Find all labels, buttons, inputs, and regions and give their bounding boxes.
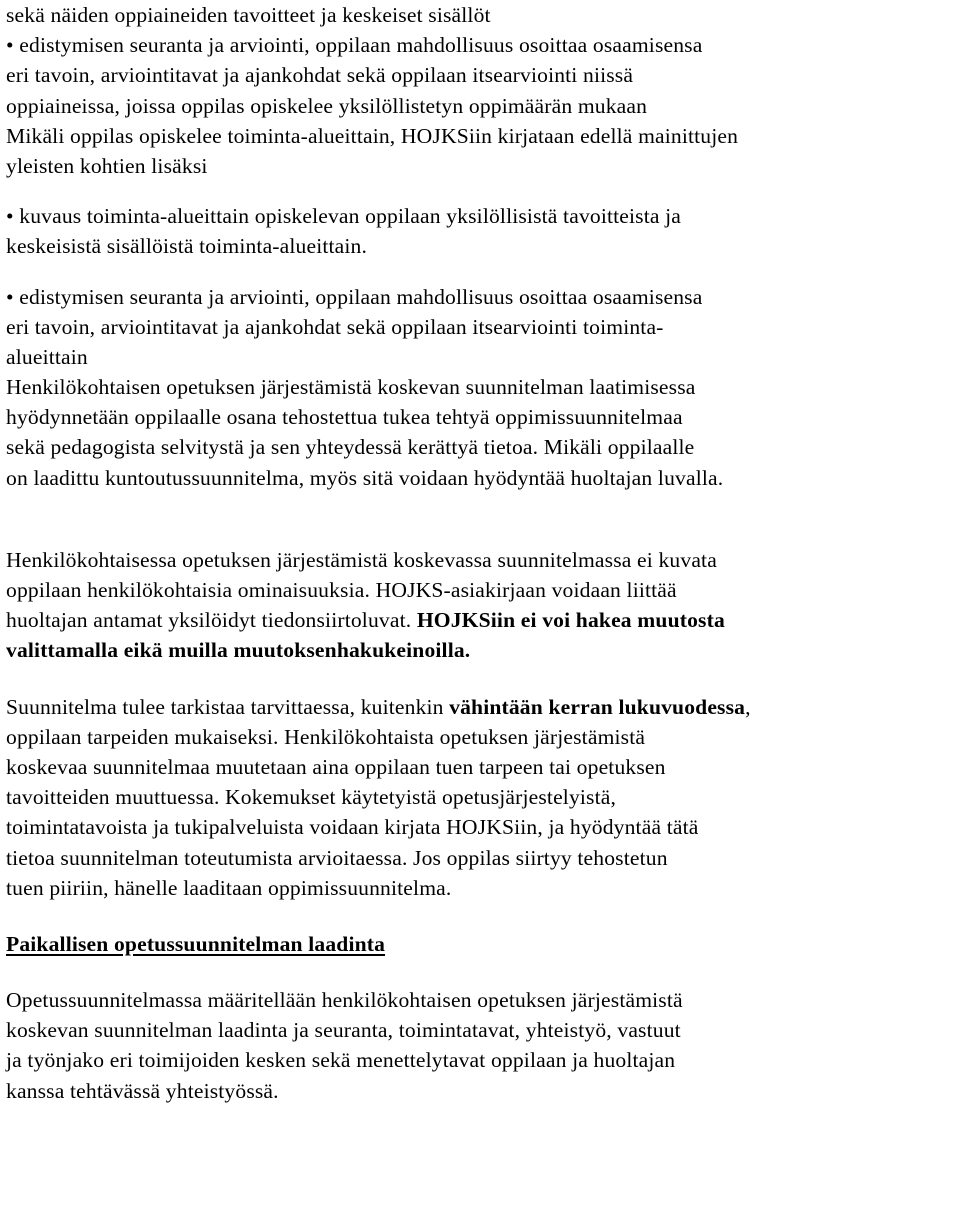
text-run: huoltajan antamat yksilöidyt tiedonsiirtoluvat. — [6, 608, 417, 633]
paragraph-1 — [6, 0, 956, 181]
text-line: sekä pedagogista selvitystä ja sen yhteydessä kerättyä tietoa. Mikäli oppilaalle — [6, 435, 695, 460]
text-line: Henkilökohtaisen opetuksen järjestämistä koskevan suunnitelman laatimisessa — [6, 375, 696, 400]
spacer — [6, 493, 956, 545]
spacer — [6, 262, 956, 282]
spacer — [6, 181, 956, 201]
text-line: hyödynnetään oppilaalle osana tehostettua tukea tehtyä oppimissuunnitelmaa — [6, 405, 683, 430]
text-line: Mikäli oppilas opiskelee toiminta-alueittain, HOJKSiin kirjataan edellä mainittujen — [6, 123, 739, 148]
spacer — [6, 903, 956, 929]
spacer — [6, 666, 956, 692]
text-line: oppilaan tarpeiden mukaiseksi. Henkilökohtaista opetuksen järjestämistä — [6, 724, 646, 749]
text-line: Opetussuunnitelmassa määritellään henkilökohtaisen opetuksen järjestämistä — [6, 988, 683, 1013]
text-line: alueittain — [6, 344, 88, 369]
text-line: sekä näiden oppiaineiden tavoitteet ja keskeiset sisällöt — [6, 3, 491, 27]
text-line: tietoa suunnitelman toteutumista arvioitaessa. Jos oppilas siirtyy tehostetun — [6, 845, 668, 870]
paragraph-4 — [6, 545, 956, 666]
bold-text: vähintään kerran lukuvuodessa — [449, 694, 746, 719]
text-line: eri tavoin, arviointitavat ja ajankohdat sekä oppilaan itsearviointi niissä — [6, 63, 634, 88]
text-line: ja työnjako eri toimijoiden kesken sekä menettelytavat oppilaan ja huoltajan — [6, 1048, 676, 1073]
paragraph-2 — [6, 201, 956, 261]
bold-text: HOJKSiin ei voi hakea muutosta — [416, 608, 725, 633]
section-heading: Paikallisen opetussuunnitelman laadinta — [6, 931, 386, 956]
spacer — [6, 959, 956, 985]
text-line: yleisten kohtien lisäksi — [6, 153, 208, 178]
text-line: koskevan suunnitelman laadinta ja seuranta, toimintatavat, yhteistyö, vastuut — [6, 1018, 681, 1043]
bullet-item: • edistymisen seuranta ja arviointi, oppilaan mahdollisuus osoittaa osaamisensa — [6, 284, 703, 309]
text-line: keskeisistä sisällöistä toiminta-alueittain. — [6, 234, 368, 259]
text-line — [6, 692, 956, 722]
paragraph-5 — [6, 692, 956, 903]
bullet-item: • kuvaus toiminta-alueittain opiskelevan oppilaan yksilöllisistä tavoitteista ja — [6, 204, 682, 229]
text-line — [6, 605, 956, 635]
paragraph-3 — [6, 282, 956, 493]
text-line: oppiaineissa, joissa oppilas opiskelee yksilöllistetyn oppimäärän mukaan — [6, 93, 648, 118]
text-run: Suunnitelma tulee tarkistaa tarvittaessa, kuitenkin — [6, 694, 450, 719]
bullet-item: • edistymisen seuranta ja arviointi, oppilaan mahdollisuus osoittaa osaamisensa — [6, 33, 703, 58]
text-line: tuen piiriin, hänelle laaditaan oppimissuunnitelma. — [6, 875, 452, 900]
paragraph-6 — [6, 985, 956, 1106]
text-line: on laadittu kuntoutussuunnitelma, myös sitä voidaan hyödyntää huoltajan luvalla. — [6, 465, 724, 490]
text-line: Henkilökohtaisessa opetuksen järjestämistä koskevassa suunnitelmassa ei kuvata — [6, 547, 717, 572]
text-line — [6, 635, 956, 665]
text-line: toimintatavoista ja tukipalveluista voidaan kirjata HOJKSiin, ja hyödyntää tätä — [6, 815, 699, 840]
bold-text: valittamalla eikä muilla muutoksenhakukeinoilla. — [6, 638, 471, 663]
text-line: oppilaan henkilökohtaisia ominaisuuksia. HOJKS-asiakirjaan voidaan liittää — [6, 578, 677, 602]
text-line: tavoitteiden muuttuessa. Kokemukset käytetyistä opetusjärjestelyistä, — [6, 785, 617, 810]
text-line: koskevaa suunnitelmaa muutetaan aina oppilaan tuen tarpeen tai opetuksen — [6, 754, 666, 779]
text-line: kanssa tehtävässä yhteistyössä. — [6, 1078, 279, 1103]
text-run: , — [745, 694, 751, 719]
document-page — [6, 0, 956, 1106]
text-line: eri tavoin, arviointitavat ja ajankohdat sekä oppilaan itsearviointi toiminta- — [6, 314, 664, 339]
